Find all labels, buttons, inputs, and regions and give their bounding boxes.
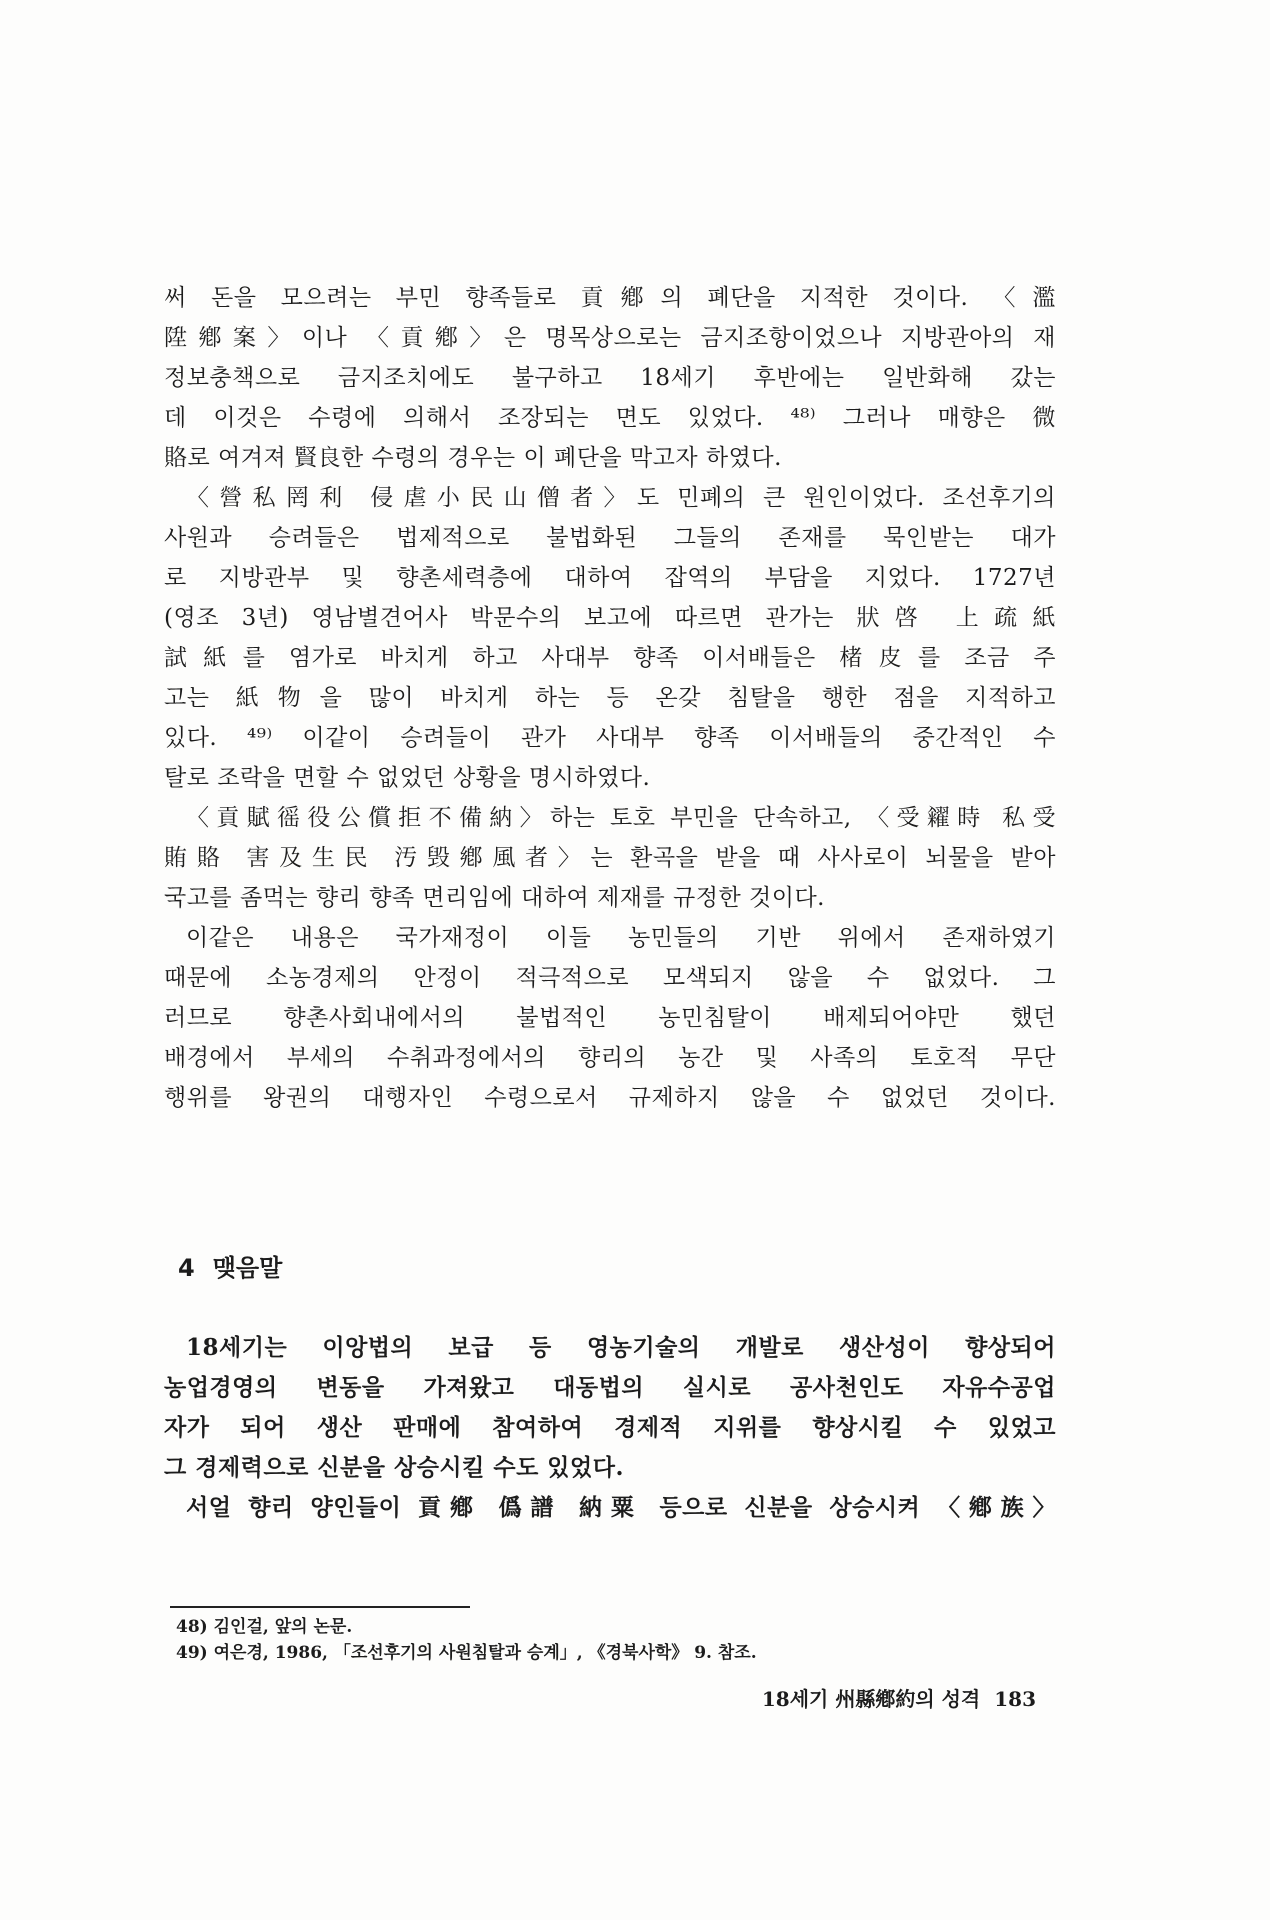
running-title: 18세기 州縣鄕約의 성격 xyxy=(761,1687,981,1711)
body-line: 로 지방관부 및 향촌세력층에 대하여 잡역의 부담을 지었다. 1727년 xyxy=(164,565,1056,591)
conclusion-line: 그 경제력으로 신분을 상승시킬 수도 있었다. xyxy=(164,1454,624,1481)
body-line: 데 이것은 수령에 의해서 조장되는 면도 있었다. ⁴⁸⁾ 그러나 매향은 微 xyxy=(164,405,1056,431)
footnotes xyxy=(176,1614,1036,1666)
footnote-divider xyxy=(170,1606,470,1608)
footnote-49: 49) 여은경, 1986, 「조선후기의 사원침탈과 승계」, 《경북사학》 9. 참조. xyxy=(176,1643,757,1663)
running-footer xyxy=(650,1684,1036,1714)
body-line: 국고를 좀먹는 향리 향족 면리임에 대하여 제재를 규정한 것이다. xyxy=(164,885,825,911)
body-line: 陞鄕案〉이나 〈貢鄕〉은 명목상으로는 금지조항이었으나 지방관아의 재 xyxy=(164,325,1056,351)
body-line: 〈貢賦徭役公償拒不備納〉하는 토호 부민을 단속하고, 〈受糴時 私受 xyxy=(186,805,1056,831)
body-line: 러므로 향촌사회내에서의 불법적인 농민침탈이 배제되어야만 했던 xyxy=(164,1005,1056,1031)
body-line: 試紙를 염가로 바치게 하고 사대부 향족 이서배들은 楮皮를 조금 주 xyxy=(164,645,1056,671)
body-line: 써 돈을 모으려는 부민 향족들로 貢鄕의 폐단을 지적한 것이다. 〈濫 xyxy=(164,285,1056,311)
conclusion-line: 서얼 향리 양인들이 貢鄕 僞譜 納粟 등으로 신분을 상승시켜 〈鄕族〉 xyxy=(186,1494,1056,1521)
section-heading xyxy=(178,1250,282,1286)
page-number: 183 xyxy=(994,1687,1036,1711)
body-text xyxy=(164,278,1056,1118)
body-line: 사원과 승려들은 법제적으로 불법화된 그들의 존재를 묵인받는 대가 xyxy=(164,525,1056,551)
body-line: 탈로 조락을 면할 수 없었던 상황을 명시하였다. xyxy=(164,765,651,791)
body-line: 정보충책으로 금지조치에도 불구하고 18세기 후반에는 일반화해 갔는 xyxy=(164,365,1056,391)
body-line: 賄賂 害及生民 汚毁鄕風者〉는 환곡을 받을 때 사사로이 뇌물을 받아 xyxy=(164,845,1056,871)
footnote-48: 48) 김인걸, 앞의 논문. xyxy=(176,1617,353,1637)
conclusion-line: 농업경영의 변동을 가져왔고 대동법의 실시로 공사천인도 자유수공업 xyxy=(164,1374,1056,1401)
section-number: 4 xyxy=(178,1254,195,1282)
body-line: 배경에서 부세의 수취과정에서의 향리의 농간 및 사족의 토호적 무단 xyxy=(164,1045,1056,1071)
conclusion-line: 자가 되어 생산 판매에 참여하여 경제적 지위를 향상시킬 수 있었고 xyxy=(164,1414,1056,1441)
conclusion-line: 18세기는 이앙법의 보급 등 영농기술의 개발로 생산성이 향상되어 xyxy=(186,1334,1056,1361)
body-line: 있다. ⁴⁹⁾ 이같이 승려들이 관가 사대부 향족 이서배들의 중간적인 수 xyxy=(164,725,1056,751)
body-line: 때문에 소농경제의 안정이 적극적으로 모색되지 않을 수 없었다. 그 xyxy=(164,965,1056,991)
body-line: 賂로 여겨져 賢良한 수령의 경우는 이 폐단을 막고자 하였다. xyxy=(164,445,782,471)
body-line: (영조 3년) 영남별견어사 박문수의 보고에 따르면 관가는 狀啓 上疏紙 xyxy=(164,605,1056,631)
body-line: 행위를 왕권의 대행자인 수령으로서 규제하지 않을 수 없었던 것이다. xyxy=(164,1085,1056,1111)
conclusion-text xyxy=(164,1328,1056,1528)
section-title: 맺음말 xyxy=(212,1254,283,1282)
body-line: 〈營私罔利 侵虐小民山僧者〉도 민폐의 큰 원인이었다. 조선후기의 xyxy=(186,485,1056,511)
body-line: 이같은 내용은 국가재정이 이들 농민들의 기반 위에서 존재하였기 xyxy=(186,925,1056,951)
body-line: 고는 紙物을 많이 바치게 하는 등 온갖 침탈을 행한 점을 지적하고 xyxy=(164,685,1056,711)
